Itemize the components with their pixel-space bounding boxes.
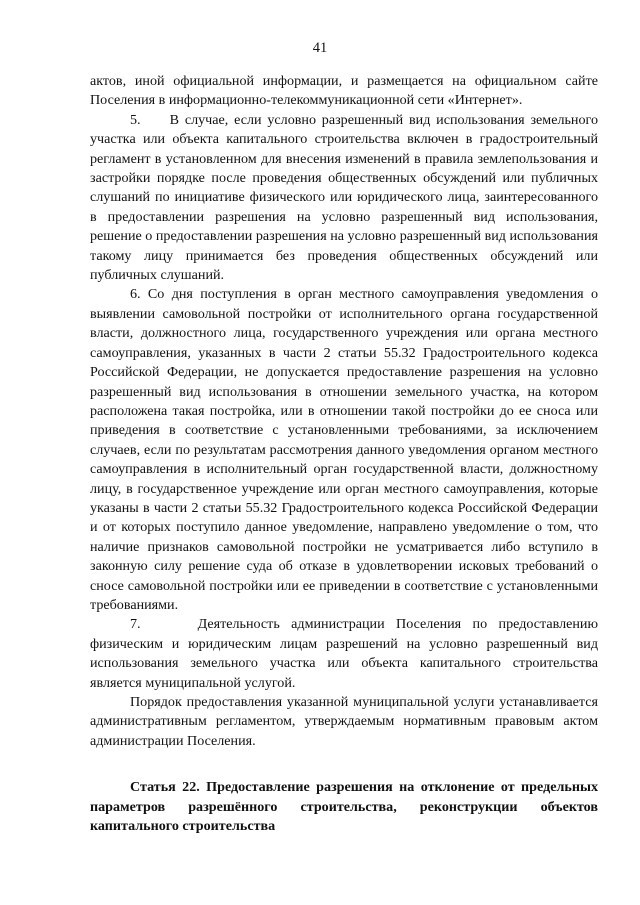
paragraph-procedure: Порядок предоставления указанной муниципальной услуги устанавливается административным регламентом, утверждаемым нормативным правовым актом администрации Поселения. — [90, 694, 598, 749]
paragraph-item-5: 5. В случае, если условно разрешенный вид использования земельного участка или объекта капитального строительства включен в градостроительный регламент в установленном для внесения изменений в правила землепользования и застройки порядке после проведения общественных обсуждений или публичных слушаний по инициативе физического или юридического лица, заинтересованного в предоставлении разрешения на условно разрешенный вид использования, решение о предоставлении разрешения на условно разрешенный вид использования такому лицу принимается без проведения общественных обсуждений или публичных слушаний. — [90, 111, 598, 284]
page-number: 41 — [312, 40, 328, 56]
paragraph-item-7: 7. Деятельность администрации Поселения по предоставлению физическим и юридическим лицам разрешений на условно разрешенный вид использования земельного участка или объекта капитального строительства является муниципальной услугой. — [90, 616, 598, 691]
paragraph-item-6: 6. Со дня поступления в орган местного самоуправления уведомления о выявлении самовольной постройки от исполнительного органа государственной власти, должностного лица, государственного учреждения или органа местного самоуправления, указанных в части 2 статьи 55.32 Градостроительного кодекса Российской Федерации, не допускается предоставление разрешения на условно разрешенный вид использования в отношении земельного участка, на котором расположена такая постройка, или в отношении такой постройки до ее сноса или приведения в соответствие с установленными требованиями, за исключением случаев, если по результатам рассмотрения данного уведомления органом местного самоуправления в исполнительный орган государственной власти, должностному лицу, в государственное учреждение или орган местного самоуправления, которые указаны в части 2 статьи 55.32 Градостроительного кодекса Российской Федерации и от которых поступило данное уведомление, направлено уведомление о том, что наличие признаков самовольной постройки не усматривается либо вступило в законную силу решение суда об отказе в удовлетворении исковых требований о сносе самовольной постройки или ее приведении в соответствие с установленными требованиями. — [90, 286, 598, 613]
paragraph-continuation: актов, иной официальной информации, и размещается на официальном сайте Поселения в информационно-телекоммуникационной сети «Интернет». — [90, 73, 598, 109]
article-heading: Статья 22. Предоставление разрешения на отклонение от предельных параметров разрешённого строительства, реконструкции объектов капитального строительства — [90, 779, 598, 835]
document-body — [90, 72, 598, 836]
